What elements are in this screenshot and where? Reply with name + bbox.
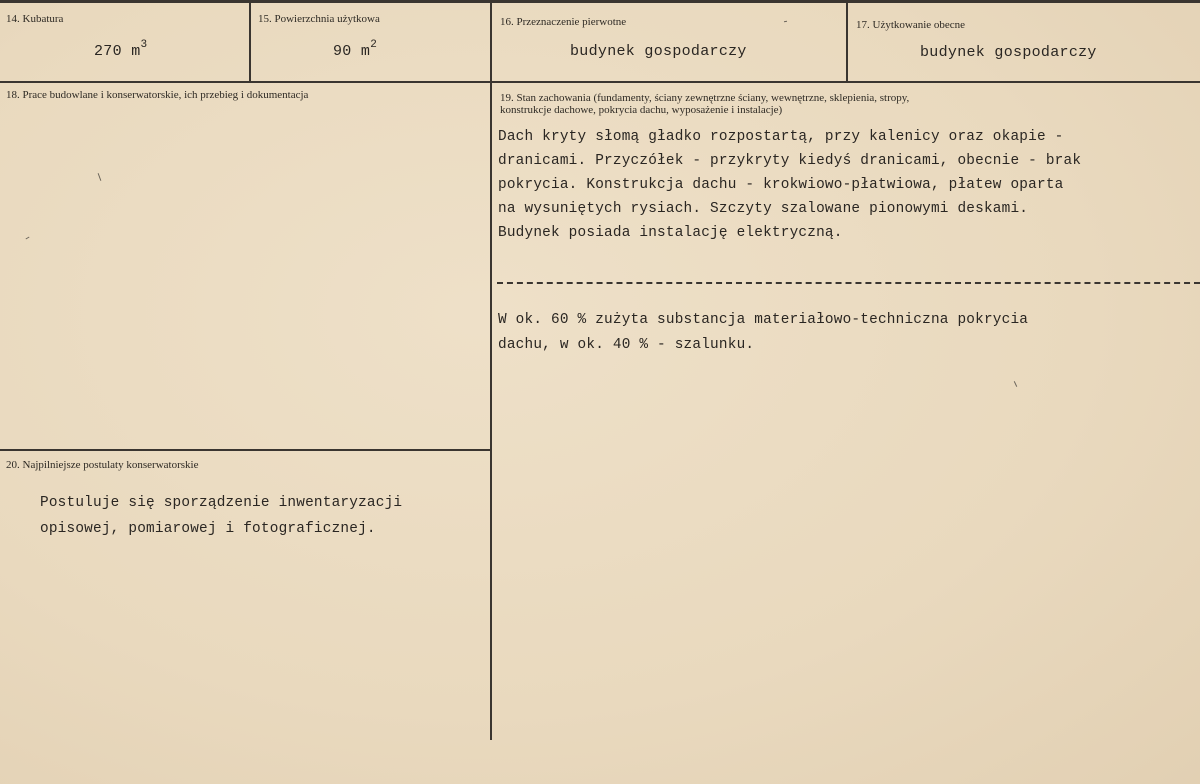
stan-line: na wysuniętych rysiach. Szczyty szalowane pionowymi deskami. xyxy=(498,201,1029,217)
stan-wear-line: W ok. 60 % zużyta substancja materiałowo-techniczna pokrycia xyxy=(498,312,1029,328)
kubatura-label: 14. Kubatura xyxy=(6,13,64,25)
postulaty-line: opisowej, pomiarowej i fotograficznej. xyxy=(40,521,376,537)
stan-label-line1: 19. Stan zachowania (fundamenty, ściany zewnętrzne ściany, wewnętrzne, sklepienia, stropy, xyxy=(500,92,910,104)
postulaty-label: 20. Najpilniejsze postulaty konserwatorskie xyxy=(6,459,199,471)
stan-description xyxy=(498,125,1081,245)
paper-speck xyxy=(26,237,30,240)
przeznaczenie-value: budynek gospodarczy xyxy=(570,43,747,60)
prace-label: 18. Prace budowlane i konserwatorskie, ich przebieg i dokumentacja xyxy=(6,89,309,101)
stan-line: pokrycia. Konstrukcja dachu - krokwiowo-płatwiowa, płatew oparta xyxy=(498,177,1064,193)
stan-line: Dach kryty słomą gładko rozpostartą, przy kalenicy oraz okapie - xyxy=(498,129,1064,145)
postulaty-description xyxy=(40,490,402,542)
divider-18-20 xyxy=(0,449,491,451)
paper-speck xyxy=(98,173,102,181)
top-edge-line xyxy=(0,0,1200,3)
stan-wear-line: dachu, w ok. 40 % - szalunku. xyxy=(498,337,755,353)
uzytkowanie-label: 17. Użytkowanie obecne xyxy=(856,19,966,31)
stan-line: Budynek posiada instalację elektryczną. xyxy=(498,225,843,241)
stan-line: dranicami. Przyczółek - przykryty kiedyś dranicami, obecnie - brak xyxy=(498,153,1082,169)
powierzchnia-value: 90 $m^2$ xyxy=(333,39,378,60)
stan-label-line2: konstrukcje dachowe, pokrycia dachu, wyposażenie i instalacje) xyxy=(500,104,783,116)
przeznaczenie-label: 16. Przeznaczenie pierwotne xyxy=(500,16,627,28)
divider-16-17 xyxy=(846,0,848,81)
powierzchnia-label: 15. Powierzchnia użytkowa xyxy=(258,13,380,25)
dashed-separator xyxy=(497,282,1200,284)
uzytkowanie-value: budynek gospodarczy xyxy=(920,44,1097,61)
paper-speck xyxy=(1014,381,1017,387)
main-column-divider xyxy=(490,0,492,740)
stan-wear-description xyxy=(498,308,1028,358)
postulaty-line: Postuluje się sporządzenie inwentaryzacji xyxy=(40,495,403,511)
paper-speck xyxy=(784,21,787,23)
kubatura-value: 270 $m^3$ xyxy=(94,39,148,60)
divider-14-15 xyxy=(249,0,251,81)
header-row-divider xyxy=(0,81,1200,83)
